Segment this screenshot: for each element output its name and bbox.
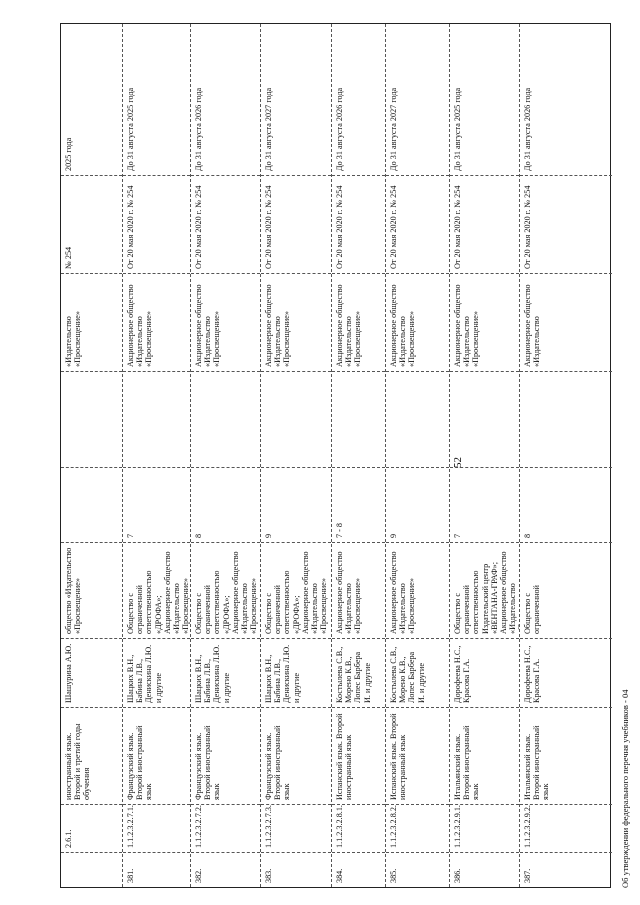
cell-authors: Шацких В.Н., Бабина Л.В., Денискина Л.Ю. и другие	[123, 639, 190, 708]
cell-order: От 20 мая 2020 г. № 254	[332, 176, 385, 274]
cell-grade: 9	[386, 468, 449, 543]
cell-number: 382.	[194, 868, 203, 883]
cell-order: От 20 мая 2020 г. № 254	[191, 176, 260, 274]
cell-until: До 31 августа 2026 года	[520, 24, 612, 176]
cell-publisher: Акционерное общество «Издательство «Просвещение»	[191, 274, 260, 372]
cell-authors: Костылева С.В., Морено К.В., Лопес Барбера И. и другие	[332, 639, 385, 708]
cell-publisher: «Издательство «Просвещение»	[61, 274, 122, 372]
cell-grade	[61, 468, 122, 543]
cell-publisher: Акционерное общество «Издательство «Просвещение»	[261, 274, 331, 372]
cell-title: Французский язык. Второй иностранный язык	[191, 708, 260, 805]
cell-authors: Костылева С.В., Морено К.В., Лопес Барбера И. и другие	[386, 639, 449, 708]
cell-publisher-old: общество «Издательство «Просвещение»	[61, 543, 122, 639]
cell-until: До 31 августа 2027 года	[386, 24, 449, 176]
cell-number: 386.	[453, 868, 462, 883]
table-row	[123, 24, 191, 887]
table-row	[191, 24, 261, 887]
cell-publisher: Акционерное общество «Издательство «Просвещение»	[450, 274, 519, 372]
table-row	[450, 24, 520, 887]
cell-title: Испанский язык. Второй иностранный язык	[332, 708, 385, 805]
cell-extra	[520, 372, 612, 468]
cell-extra	[450, 372, 519, 468]
cell-code: 1.1.2.3.2.8.2.	[386, 805, 449, 853]
cell-code: 1.1.2.3.2.7.2.	[191, 805, 260, 853]
cell-authors: Дорофеева Н.С., Красова Г.А.	[450, 639, 519, 708]
cell-title: Испанский язык. Второй иностранный язык	[386, 708, 449, 805]
cell-title: иностранный язык. Второй и третий годы обучения	[61, 708, 122, 805]
cell-number: 384.	[335, 868, 344, 883]
cell-publisher-old: Акционерное общество «Издательство «Просвещение»	[332, 543, 385, 639]
cell-number	[61, 853, 122, 887]
table-row	[332, 24, 386, 887]
cell-order: От 20 мая 2020 г. № 254	[450, 176, 519, 274]
cell-title: Французский язык. Второй иностранный язык	[123, 708, 190, 805]
cell-order: От 20 мая 2020 г. № 254	[123, 176, 190, 274]
cell-grade: 7 - 8	[332, 468, 385, 543]
cell-authors: Дорофеева Н.С., Красова Г.А.	[520, 639, 612, 708]
table-row	[261, 24, 332, 887]
cell-title: Итальянский язык. Второй иностранный язык	[450, 708, 519, 805]
cell-code: 1.1.2.3.2.8.1.	[332, 805, 385, 853]
cell-until: До 31 августа 2025 года	[450, 24, 519, 176]
cell-publisher-old: Акционерное общество «Издательство «Просвещение»	[386, 543, 449, 639]
cell-grade: 7	[450, 468, 519, 543]
table-row	[386, 24, 450, 887]
cell-publisher-old: Общество с ограниченной ответственностью «ДРОФА»; Акционерное общество «Издательство «Просвещение»	[191, 543, 260, 639]
cell-extra	[261, 372, 331, 468]
cell-publisher-old: Общество с ограниченной ответственностью Издательский центр «ВЕНТАНА-ГРАФ»; Акционерное общество «Издательство	[450, 543, 519, 639]
cell-order: От 20 мая 2020 г. № 254	[261, 176, 331, 274]
document-footer: Об утверждении федерального перечня учебников - 04	[620, 689, 630, 888]
cell-extra	[332, 372, 385, 468]
cell-code: 2.6.1.	[61, 805, 122, 853]
cell-grade: 7	[123, 468, 190, 543]
cell-extra	[61, 372, 122, 468]
cell-number: 385.	[389, 868, 398, 883]
cell-code: 1.1.2.3.2.7.1.	[123, 805, 190, 853]
cell-grade: 8	[520, 468, 612, 543]
cell-publisher-old: Общество с ограниченной	[520, 543, 612, 639]
cell-until: До 31 августа 2026 года	[332, 24, 385, 176]
cell-publisher-old: Общество с ограниченной ответственностью «ДРОФА»; Акционерное общество «Издательство «Просвещение»	[261, 543, 331, 639]
cell-extra	[191, 372, 260, 468]
cell-title: Итальянский язык. Второй иностранный язык	[520, 708, 612, 805]
cell-title: Французский язык. Второй иностранный язык	[261, 708, 331, 805]
cell-until: До 31 августа 2025 года	[123, 24, 190, 176]
cell-publisher: Акционерное общество «Издательство «Просвещение»	[386, 274, 449, 372]
textbooks-table	[60, 23, 611, 888]
cell-number: 387.	[523, 868, 532, 883]
table-row	[520, 24, 612, 887]
cell-until: До 31 августа 2027 года	[261, 24, 331, 176]
cell-authors: Шацких В.Н., Бабина Л.В., Денискина Л.Ю. и другие	[261, 639, 331, 708]
cell-until: 2025 года	[61, 24, 122, 176]
cell-code: 1.1.2.3.2.7.3.	[261, 805, 331, 853]
cell-authors: Шацких В.Н., Бабина Л.В., Денискина Л.Ю. и другие	[191, 639, 260, 708]
cell-order: От 20 мая 2020 г. № 254	[386, 176, 449, 274]
cell-code: 1.1.2.3.2.9.1.	[450, 805, 519, 853]
cell-grade: 8	[191, 468, 260, 543]
cell-publisher-old: Общество с ограниченной ответственностью «ДРОФА»; Акционерное общество «Издательство «Просвещение»	[123, 543, 190, 639]
cell-number: 383.	[264, 868, 273, 883]
cell-code: 1.1.2.3.2.9.2.	[520, 805, 612, 853]
page-number: 52	[452, 457, 464, 468]
cell-order: № 254	[61, 176, 122, 274]
table-row	[61, 24, 123, 887]
cell-until: До 31 августа 2026 года	[191, 24, 260, 176]
cell-number: 381.	[126, 868, 135, 883]
cell-authors: Шашурина А.Ю.	[61, 639, 122, 708]
cell-publisher: Акционерное общество «Издательство «Просвещение»	[332, 274, 385, 372]
cell-publisher: Акционерное общество «Издательство «Просвещение»	[123, 274, 190, 372]
cell-grade: 9	[261, 468, 331, 543]
cell-publisher: Акционерное общество «Издательство	[520, 274, 612, 372]
cell-extra	[123, 372, 190, 468]
cell-extra	[386, 372, 449, 468]
cell-order: От 20 мая 2020 г. № 254	[520, 176, 612, 274]
